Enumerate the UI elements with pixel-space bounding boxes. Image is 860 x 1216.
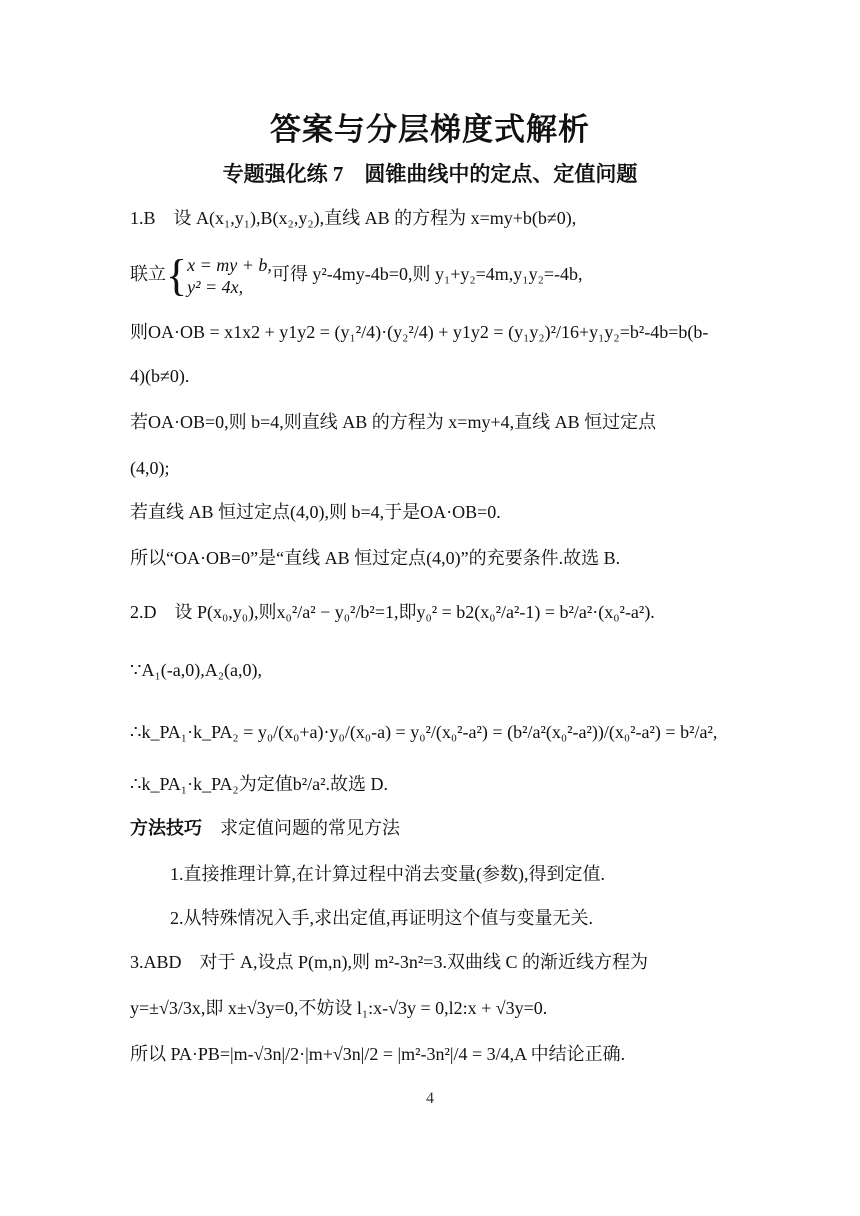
equation-system xyxy=(187,254,272,298)
brace-icon: { xyxy=(166,250,188,300)
q1-line-7: 若直线 AB 恒过定点(4,0),则 b=4,于是OA·OB=0. xyxy=(130,502,501,522)
section-subtitle: 专题强化练 7 圆锥曲线中的定点、定值问题 xyxy=(222,162,638,186)
q1-line-4: 4)(b≠0). xyxy=(130,366,190,386)
q1-line-8: 所以“OA·OB=0”是“直线 AB 恒过定点(4,0)”的充要条件.故选 B. xyxy=(130,548,621,568)
method-point-1: 1.直接推理计算,在计算过程中消去变量(参数),得到定值. xyxy=(170,864,605,884)
q2-line-4: ∴k_PA₁·k_PA₂为定值b²/a².故选 D. xyxy=(130,774,388,794)
q3-line-2: y=±√3/3x,即 x±√3y=0,不妨设 l₁:x-√3y = 0,l2:x + √3y=0. xyxy=(130,998,548,1018)
system-eq-2: y² = 4x, xyxy=(187,276,244,297)
q1-line-1: 1.B 设 A(x₁,y₁),B(x₂,y₂),直线 AB 的方程为 x=my+b(b≠0), xyxy=(130,208,577,228)
q2-line-3: ∴k_PA₁·k_PA₂ = y₀/(x₀+a)·y₀/(x₀-a) = y₀²/(x₀²-a²) = (b²/a²(x₀²-a²))/(x₀²-a²) = b²/a², xyxy=(130,722,718,742)
method-heading-line xyxy=(130,816,400,840)
q1-line-2-text: 可得 y²-4my-4b=0,则 y₁+y₂=4m,y₁y₂=-4b, xyxy=(271,264,583,284)
method-point-2: 2.从特殊情况入手,求出定值,再证明这个值与变量无关. xyxy=(170,908,593,928)
q1-line-6: (4,0); xyxy=(130,458,170,478)
q3-line-3: 所以 PA·PB=|m-√3n|/2·|m+√3n|/2 = |m²-3n²|/4 = 3/4,A 中结论正确. xyxy=(130,1044,626,1064)
q1-join-label: 联立 xyxy=(130,264,166,284)
q3-line-1: 3.ABD 对于 A,设点 P(m,n),则 m²-3n²=3.双曲线 C 的渐近线方程为 xyxy=(130,952,648,972)
q1-line-3: 则OA·OB = x1x2 + y1y2 = (y₁²/4)·(y₂²/4) + y1y2 = (y₁y₂)²/16+y₁y₂=b²-4b=b(b- xyxy=(130,322,709,342)
method-label: 方法技巧 xyxy=(130,818,202,838)
q2-line-2: ∵A₁(-a,0),A₂(a,0), xyxy=(130,660,262,680)
q1-line-2 xyxy=(130,252,583,298)
q1-line-5: 若OA·OB=0,则 b=4,则直线 AB 的方程为 x=my+4,直线 AB 恒过定点 xyxy=(130,412,657,432)
q2-line-1: 2.D 设 P(x₀,y₀),则x₀²/a² − y₀²/b²=1,即y₀² = b2(x₀²/a²-1) = b²/a²·(x₀²-a²). xyxy=(130,602,655,622)
method-heading: 求定值问题的常见方法 xyxy=(220,818,400,838)
page-number: 4 xyxy=(426,1090,434,1107)
page-title: 答案与分层梯度式解析 xyxy=(270,112,590,147)
system-eq-1: x = my + b, xyxy=(187,254,272,275)
